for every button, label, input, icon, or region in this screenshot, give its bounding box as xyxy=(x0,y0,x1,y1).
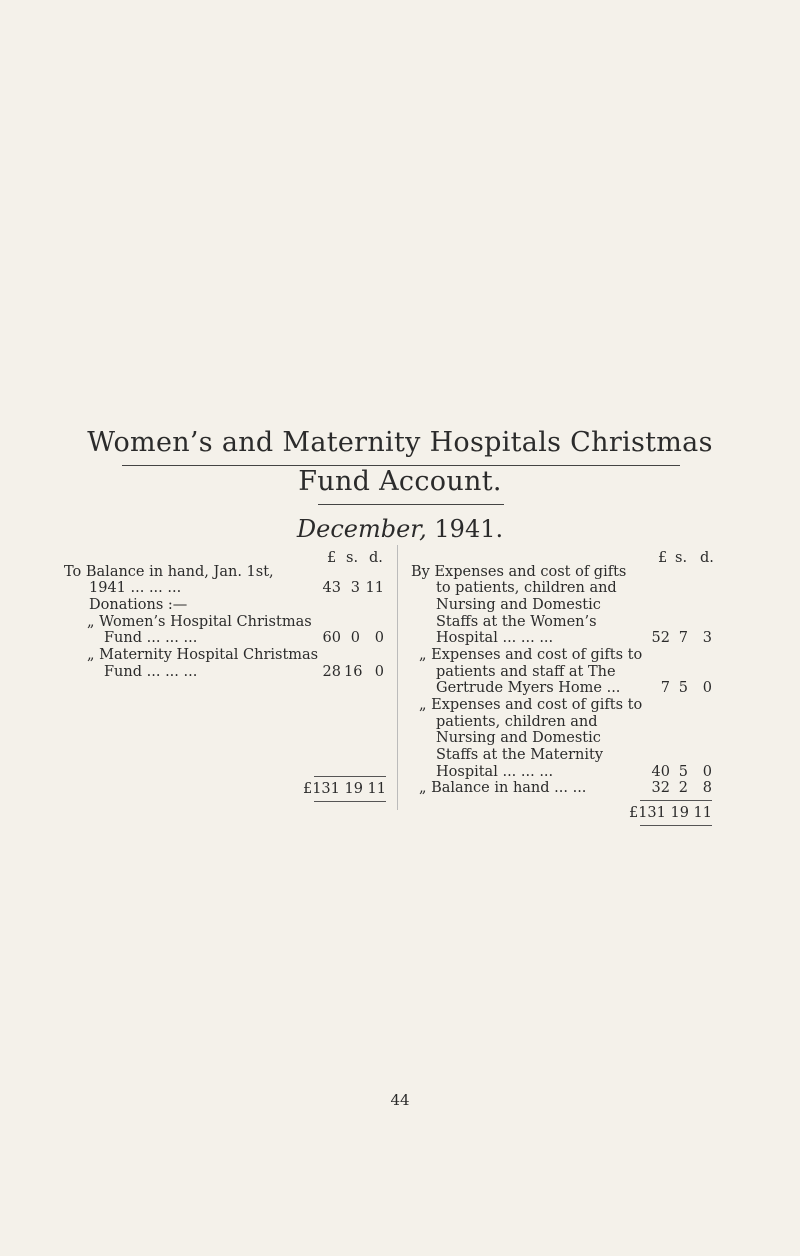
receipt-line: Fund ... ... ... xyxy=(104,630,198,646)
receipt-amount-pence: 0 xyxy=(374,664,384,680)
payment-line: Hospital ... ... ... xyxy=(436,630,554,646)
payment-line: Staffs at the Women’s xyxy=(436,614,597,630)
receipt-amount-pounds: 43 xyxy=(322,580,341,596)
payments-total: £131 19 11 xyxy=(628,805,712,821)
payment-amount-pounds: 7 xyxy=(660,680,670,696)
payment-line: „ Expenses and cost of gifts to xyxy=(419,697,643,713)
payment-amount-pounds: 32 xyxy=(651,780,670,796)
payment-line: Gertrude Myers Home ... xyxy=(436,680,621,696)
payment-amount-shillings: 2 xyxy=(678,780,688,796)
page-title-line-2: Fund Account. xyxy=(298,466,502,497)
receipt-line: „ Maternity Hospital Christmas xyxy=(87,647,319,663)
receipt-amount-pence: 11 xyxy=(365,580,384,596)
payment-amount-pence: 0 xyxy=(702,764,712,780)
receipt-line: Donations :— xyxy=(89,597,188,613)
payment-line: patients, children and xyxy=(436,714,598,730)
receipt-line: Fund ... ... ... xyxy=(104,664,198,680)
payment-line: Hospital ... ... ... xyxy=(436,764,554,780)
payment-line: patients and staff at The xyxy=(436,664,616,680)
total-rule xyxy=(314,776,386,777)
receipt-amount-shillings: 3 xyxy=(350,580,360,596)
payment-line: „ Balance in hand ... ... xyxy=(419,780,587,796)
payment-amount-pence: 3 xyxy=(702,630,712,646)
page-number: 44 xyxy=(390,1091,410,1109)
payment-line: Nursing and Domestic xyxy=(436,730,601,746)
payment-line: „ Expenses and cost of gifts to xyxy=(419,647,643,663)
period-month: December, xyxy=(296,515,427,543)
receipt-amount-shillings: 0 xyxy=(350,630,360,646)
header-pence: d. xyxy=(369,550,383,566)
payment-line: to patients, children and xyxy=(436,580,617,596)
header-shillings: s. xyxy=(675,550,688,566)
header-pounds: £ xyxy=(658,550,668,566)
payment-amount-pence: 8 xyxy=(702,780,712,796)
title-underline-2 xyxy=(318,504,504,505)
payment-amount-pounds: 40 xyxy=(651,764,670,780)
payment-line: Staffs at the Maternity xyxy=(436,747,604,763)
header-pounds: £ xyxy=(327,550,337,566)
receipt-amount-pounds: 60 xyxy=(322,630,341,646)
payment-amount-shillings: 5 xyxy=(678,764,688,780)
account-period xyxy=(0,515,800,543)
header-shillings: s. xyxy=(346,550,359,566)
payment-line: By Expenses and cost of gifts xyxy=(411,564,627,580)
receipts-total: £131 19 11 xyxy=(302,781,386,797)
receipt-line: „ Women’s Hospital Christmas xyxy=(87,614,312,630)
payment-amount-pounds: 52 xyxy=(651,630,670,646)
payment-line: Nursing and Domestic xyxy=(436,597,601,613)
receipt-amount-pounds: 28 xyxy=(322,664,341,680)
page-title: Women’s and Maternity Hospitals Christmas xyxy=(87,427,713,458)
total-rule xyxy=(640,800,712,801)
header-pence: d. xyxy=(700,550,714,566)
receipt-line: 1941 ... ... ... xyxy=(89,580,182,596)
payment-amount-shillings: 7 xyxy=(678,630,688,646)
total-rule xyxy=(640,825,712,826)
payment-amount-shillings: 5 xyxy=(678,680,688,696)
total-rule xyxy=(314,801,386,802)
receipt-amount-shillings: 16 xyxy=(344,664,363,680)
column-divider xyxy=(397,545,398,810)
payment-amount-pence: 0 xyxy=(702,680,712,696)
receipt-line: To Balance in hand, Jan. 1st, xyxy=(64,564,274,580)
receipt-amount-pence: 0 xyxy=(374,630,384,646)
period-year: 1941. xyxy=(434,515,504,543)
